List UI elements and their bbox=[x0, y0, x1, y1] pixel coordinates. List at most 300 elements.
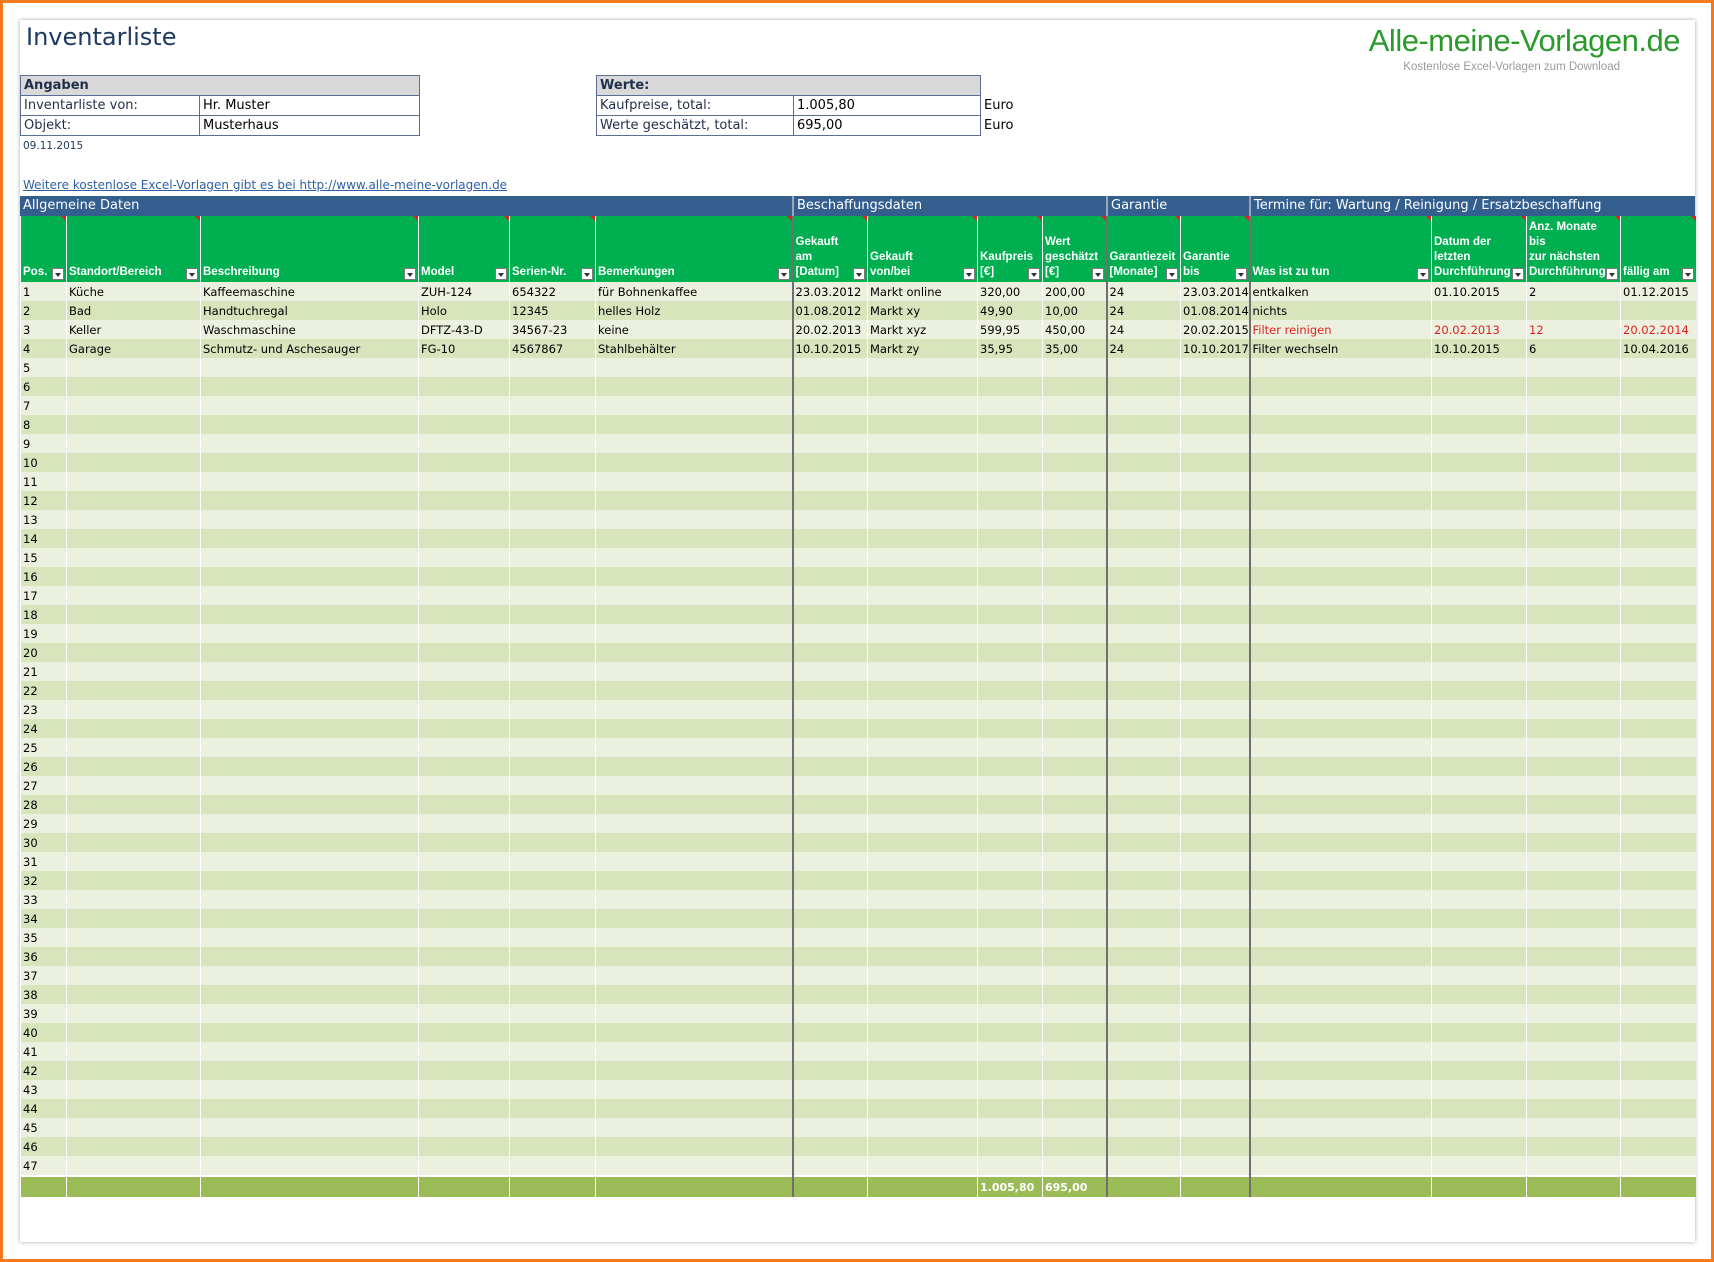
table-cell[interactable] bbox=[868, 491, 978, 510]
table-cell[interactable] bbox=[868, 1004, 978, 1023]
table-cell[interactable] bbox=[978, 529, 1043, 548]
table-cell[interactable] bbox=[1621, 605, 1696, 624]
table-cell[interactable] bbox=[1043, 700, 1107, 719]
row-number-cell[interactable]: 7 bbox=[21, 396, 67, 415]
table-cell[interactable] bbox=[868, 472, 978, 491]
table-cell[interactable] bbox=[1250, 377, 1432, 396]
total-cell[interactable] bbox=[21, 1176, 67, 1197]
table-cell[interactable] bbox=[868, 757, 978, 776]
row-number-cell[interactable]: 38 bbox=[21, 985, 67, 1004]
table-cell[interactable] bbox=[978, 586, 1043, 605]
table-cell[interactable] bbox=[201, 1023, 419, 1042]
table-cell[interactable] bbox=[1527, 1023, 1621, 1042]
table-cell[interactable] bbox=[1621, 434, 1696, 453]
table-cell[interactable] bbox=[1043, 415, 1107, 434]
table-cell[interactable] bbox=[1527, 1061, 1621, 1080]
table-cell[interactable] bbox=[1043, 662, 1107, 681]
table-cell[interactable] bbox=[1432, 643, 1527, 662]
total-cell[interactable] bbox=[868, 1176, 978, 1197]
table-cell[interactable] bbox=[978, 662, 1043, 681]
row-number-cell[interactable]: 22 bbox=[21, 681, 67, 700]
table-cell[interactable] bbox=[201, 1061, 419, 1080]
row-number-cell[interactable]: 27 bbox=[21, 776, 67, 795]
table-cell[interactable] bbox=[1181, 1099, 1250, 1118]
table-cell[interactable] bbox=[1181, 909, 1250, 928]
table-cell[interactable] bbox=[1250, 453, 1432, 472]
table-cell[interactable] bbox=[793, 1118, 868, 1137]
table-cell[interactable] bbox=[510, 567, 596, 586]
table-cell[interactable] bbox=[1432, 567, 1527, 586]
table-cell[interactable] bbox=[793, 586, 868, 605]
table-cell[interactable] bbox=[1250, 1137, 1432, 1156]
table-cell[interactable] bbox=[201, 415, 419, 434]
table-cell[interactable] bbox=[1250, 1004, 1432, 1023]
table-cell[interactable] bbox=[1043, 947, 1107, 966]
table-cell[interactable] bbox=[793, 1080, 868, 1099]
table-cell[interactable] bbox=[1181, 719, 1250, 738]
table-cell[interactable] bbox=[596, 567, 793, 586]
table-cell[interactable] bbox=[596, 985, 793, 1004]
table-cell[interactable] bbox=[1621, 472, 1696, 491]
table-cell[interactable] bbox=[1621, 909, 1696, 928]
table-cell[interactable]: helles Holz bbox=[596, 301, 793, 320]
total-cell[interactable] bbox=[1181, 1176, 1250, 1197]
table-cell[interactable] bbox=[868, 586, 978, 605]
table-cell[interactable] bbox=[67, 909, 201, 928]
table-cell[interactable] bbox=[978, 928, 1043, 947]
table-cell[interactable] bbox=[201, 472, 419, 491]
table-cell[interactable] bbox=[596, 529, 793, 548]
row-number-cell[interactable]: 31 bbox=[21, 852, 67, 871]
table-cell[interactable] bbox=[67, 1137, 201, 1156]
table-cell[interactable] bbox=[1107, 1118, 1181, 1137]
total-cell[interactable] bbox=[510, 1176, 596, 1197]
table-cell[interactable] bbox=[978, 415, 1043, 434]
row-number-cell[interactable]: 6 bbox=[21, 377, 67, 396]
table-cell[interactable] bbox=[419, 472, 510, 491]
table-cell[interactable] bbox=[1181, 814, 1250, 833]
table-cell[interactable] bbox=[1043, 1118, 1107, 1137]
table-cell[interactable] bbox=[1043, 890, 1107, 909]
total-cell[interactable] bbox=[1107, 1176, 1181, 1197]
table-cell[interactable] bbox=[201, 1156, 419, 1176]
table-cell[interactable] bbox=[793, 1099, 868, 1118]
table-cell[interactable] bbox=[201, 814, 419, 833]
table-cell[interactable] bbox=[596, 358, 793, 377]
table-cell[interactable] bbox=[1107, 624, 1181, 643]
table-cell[interactable] bbox=[1621, 700, 1696, 719]
table-cell[interactable] bbox=[596, 605, 793, 624]
table-cell[interactable] bbox=[510, 909, 596, 928]
filter-dropdown-icon[interactable] bbox=[1606, 268, 1618, 280]
table-cell[interactable]: 10.10.2015 bbox=[793, 339, 868, 358]
table-cell[interactable] bbox=[201, 852, 419, 871]
table-cell[interactable]: 23.03.2012 bbox=[793, 282, 868, 301]
table-cell[interactable] bbox=[1250, 738, 1432, 757]
table-cell[interactable] bbox=[201, 1080, 419, 1099]
table-cell[interactable] bbox=[67, 491, 201, 510]
table-cell[interactable] bbox=[67, 548, 201, 567]
table-cell[interactable] bbox=[419, 1004, 510, 1023]
table-cell[interactable] bbox=[1043, 1156, 1107, 1176]
table-cell[interactable]: 10.10.2015 bbox=[1432, 339, 1527, 358]
table-cell[interactable] bbox=[419, 491, 510, 510]
table-cell[interactable] bbox=[510, 833, 596, 852]
row-number-cell[interactable]: 15 bbox=[21, 548, 67, 567]
table-cell[interactable] bbox=[510, 814, 596, 833]
table-cell[interactable] bbox=[1181, 890, 1250, 909]
table-cell[interactable] bbox=[1181, 833, 1250, 852]
table-cell[interactable] bbox=[1107, 757, 1181, 776]
table-cell[interactable] bbox=[201, 890, 419, 909]
table-cell[interactable] bbox=[1621, 1042, 1696, 1061]
table-cell[interactable] bbox=[978, 510, 1043, 529]
table-cell[interactable] bbox=[978, 453, 1043, 472]
table-cell[interactable] bbox=[596, 966, 793, 985]
werte-value[interactable]: 1.005,80 bbox=[794, 96, 981, 116]
table-cell[interactable] bbox=[67, 1023, 201, 1042]
table-cell[interactable]: für Bohnenkaffee bbox=[596, 282, 793, 301]
table-cell[interactable] bbox=[1043, 719, 1107, 738]
table-cell[interactable] bbox=[1250, 871, 1432, 890]
table-cell[interactable] bbox=[793, 795, 868, 814]
table-cell[interactable] bbox=[1621, 852, 1696, 871]
row-number-cell[interactable]: 45 bbox=[21, 1118, 67, 1137]
table-cell[interactable] bbox=[1432, 985, 1527, 1004]
table-cell[interactable] bbox=[1043, 624, 1107, 643]
table-cell[interactable] bbox=[1107, 890, 1181, 909]
table-cell[interactable] bbox=[1107, 472, 1181, 491]
table-cell[interactable]: 24 bbox=[1107, 282, 1181, 301]
table-cell[interactable] bbox=[67, 472, 201, 491]
table-cell[interactable] bbox=[868, 909, 978, 928]
table-cell[interactable] bbox=[596, 1156, 793, 1176]
table-cell[interactable] bbox=[510, 1042, 596, 1061]
row-number-cell[interactable]: 30 bbox=[21, 833, 67, 852]
table-cell[interactable] bbox=[868, 738, 978, 757]
table-cell[interactable] bbox=[868, 985, 978, 1004]
table-cell[interactable] bbox=[1043, 1042, 1107, 1061]
table-cell[interactable] bbox=[1527, 1080, 1621, 1099]
table-cell[interactable] bbox=[1432, 377, 1527, 396]
table-cell[interactable]: Bad bbox=[67, 301, 201, 320]
table-cell[interactable] bbox=[596, 1080, 793, 1099]
table-cell[interactable] bbox=[1527, 548, 1621, 567]
table-cell[interactable] bbox=[201, 491, 419, 510]
table-cell[interactable] bbox=[978, 567, 1043, 586]
table-cell[interactable] bbox=[419, 1137, 510, 1156]
table-cell[interactable] bbox=[793, 947, 868, 966]
table-cell[interactable] bbox=[978, 1137, 1043, 1156]
total-cell[interactable] bbox=[67, 1176, 201, 1197]
vorlagen-link[interactable]: Weitere kostenlose Excel-Vorlagen gibt es bei http://www.alle-meine-vorlagen.de bbox=[23, 178, 508, 192]
table-cell[interactable]: 2 bbox=[21, 301, 67, 320]
table-cell[interactable] bbox=[67, 1042, 201, 1061]
table-cell[interactable] bbox=[1621, 567, 1696, 586]
table-cell[interactable] bbox=[596, 681, 793, 700]
table-cell[interactable] bbox=[510, 681, 596, 700]
table-cell[interactable]: Schmutz- und Aschesauger bbox=[201, 339, 419, 358]
table-cell[interactable] bbox=[1621, 453, 1696, 472]
table-cell[interactable] bbox=[793, 776, 868, 795]
table-cell[interactable] bbox=[1432, 1137, 1527, 1156]
total-cell[interactable] bbox=[1527, 1176, 1621, 1197]
table-cell[interactable] bbox=[1621, 757, 1696, 776]
table-cell[interactable] bbox=[1181, 510, 1250, 529]
table-cell[interactable] bbox=[1107, 548, 1181, 567]
table-cell[interactable] bbox=[596, 928, 793, 947]
table-cell[interactable] bbox=[1621, 1137, 1696, 1156]
filter-dropdown-icon[interactable] bbox=[778, 268, 790, 280]
table-cell[interactable] bbox=[201, 510, 419, 529]
table-cell[interactable] bbox=[419, 396, 510, 415]
table-cell[interactable] bbox=[596, 662, 793, 681]
table-cell[interactable] bbox=[419, 814, 510, 833]
table-cell[interactable] bbox=[868, 415, 978, 434]
table-cell[interactable] bbox=[419, 1023, 510, 1042]
table-cell[interactable] bbox=[1432, 1156, 1527, 1176]
table-cell[interactable] bbox=[67, 966, 201, 985]
table-cell[interactable] bbox=[1043, 1023, 1107, 1042]
table-cell[interactable] bbox=[1432, 415, 1527, 434]
table-cell[interactable] bbox=[1107, 1042, 1181, 1061]
filter-dropdown-icon[interactable] bbox=[1235, 268, 1247, 280]
table-cell[interactable]: Holo bbox=[419, 301, 510, 320]
row-number-cell[interactable]: 35 bbox=[21, 928, 67, 947]
row-number-cell[interactable]: 42 bbox=[21, 1061, 67, 1080]
table-cell[interactable]: 01.08.2014 bbox=[1181, 301, 1250, 320]
table-cell[interactable] bbox=[596, 1137, 793, 1156]
table-cell[interactable] bbox=[1432, 1118, 1527, 1137]
table-cell[interactable] bbox=[978, 1156, 1043, 1176]
table-cell[interactable]: Stahlbehälter bbox=[596, 339, 793, 358]
table-cell[interactable]: 3 bbox=[21, 320, 67, 339]
table-cell[interactable] bbox=[1527, 909, 1621, 928]
table-cell[interactable]: 12345 bbox=[510, 301, 596, 320]
table-cell[interactable] bbox=[793, 1004, 868, 1023]
table-cell[interactable] bbox=[1250, 434, 1432, 453]
table-cell[interactable] bbox=[1250, 1042, 1432, 1061]
table-cell[interactable] bbox=[1107, 738, 1181, 757]
table-cell[interactable] bbox=[510, 1004, 596, 1023]
table-cell[interactable] bbox=[978, 1042, 1043, 1061]
table-cell[interactable] bbox=[1107, 909, 1181, 928]
table-cell[interactable] bbox=[596, 1099, 793, 1118]
table-cell[interactable] bbox=[1250, 890, 1432, 909]
table-cell[interactable] bbox=[978, 985, 1043, 1004]
table-cell[interactable] bbox=[1621, 301, 1696, 320]
table-cell[interactable] bbox=[419, 833, 510, 852]
table-cell[interactable] bbox=[1107, 567, 1181, 586]
table-cell[interactable] bbox=[793, 662, 868, 681]
table-cell[interactable] bbox=[1107, 586, 1181, 605]
table-cell[interactable]: ZUH-124 bbox=[419, 282, 510, 301]
table-cell[interactable] bbox=[793, 1023, 868, 1042]
table-cell[interactable] bbox=[67, 1156, 201, 1176]
table-cell[interactable] bbox=[510, 529, 596, 548]
row-number-cell[interactable]: 12 bbox=[21, 491, 67, 510]
table-cell[interactable] bbox=[1107, 776, 1181, 795]
table-cell[interactable] bbox=[1527, 529, 1621, 548]
table-cell[interactable] bbox=[1107, 1156, 1181, 1176]
table-cell[interactable] bbox=[201, 396, 419, 415]
table-cell[interactable] bbox=[868, 776, 978, 795]
table-cell[interactable] bbox=[1250, 396, 1432, 415]
table-cell[interactable] bbox=[1107, 605, 1181, 624]
table-cell[interactable] bbox=[419, 757, 510, 776]
table-cell[interactable] bbox=[1621, 1156, 1696, 1176]
table-cell[interactable] bbox=[1107, 928, 1181, 947]
table-cell[interactable]: entkalken bbox=[1250, 282, 1432, 301]
table-cell[interactable] bbox=[1250, 586, 1432, 605]
table-cell[interactable] bbox=[868, 529, 978, 548]
row-number-cell[interactable]: 21 bbox=[21, 662, 67, 681]
table-cell[interactable] bbox=[1181, 1156, 1250, 1176]
table-cell[interactable] bbox=[978, 1080, 1043, 1099]
total-cell[interactable] bbox=[1250, 1176, 1432, 1197]
table-cell[interactable] bbox=[868, 377, 978, 396]
table-cell[interactable] bbox=[67, 1061, 201, 1080]
table-cell[interactable] bbox=[1250, 947, 1432, 966]
table-cell[interactable] bbox=[793, 624, 868, 643]
table-cell[interactable] bbox=[1621, 738, 1696, 757]
table-cell[interactable] bbox=[793, 757, 868, 776]
table-cell[interactable] bbox=[596, 1023, 793, 1042]
angaben-value[interactable]: Hr. Muster bbox=[200, 96, 420, 116]
total-wert[interactable]: 695,00 bbox=[1043, 1176, 1107, 1197]
table-cell[interactable] bbox=[1250, 548, 1432, 567]
table-cell[interactable] bbox=[201, 966, 419, 985]
table-cell[interactable] bbox=[510, 415, 596, 434]
table-cell[interactable] bbox=[1107, 643, 1181, 662]
table-cell[interactable] bbox=[1107, 1023, 1181, 1042]
table-cell[interactable]: Waschmaschine bbox=[201, 320, 419, 339]
table-cell[interactable] bbox=[419, 453, 510, 472]
table-cell[interactable] bbox=[419, 1061, 510, 1080]
table-cell[interactable]: Markt online bbox=[868, 282, 978, 301]
table-cell[interactable] bbox=[793, 643, 868, 662]
table-cell[interactable] bbox=[67, 1080, 201, 1099]
table-cell[interactable]: 35,95 bbox=[978, 339, 1043, 358]
table-cell[interactable]: 4567867 bbox=[510, 339, 596, 358]
row-number-cell[interactable]: 10 bbox=[21, 453, 67, 472]
table-cell[interactable]: keine bbox=[596, 320, 793, 339]
table-cell[interactable] bbox=[201, 624, 419, 643]
table-cell[interactable] bbox=[510, 377, 596, 396]
row-number-cell[interactable]: 5 bbox=[21, 358, 67, 377]
table-cell[interactable] bbox=[1043, 681, 1107, 700]
table-cell[interactable] bbox=[1043, 567, 1107, 586]
table-cell[interactable] bbox=[1621, 624, 1696, 643]
table-cell[interactable] bbox=[1527, 415, 1621, 434]
table-cell[interactable] bbox=[1250, 814, 1432, 833]
table-cell[interactable] bbox=[1181, 472, 1250, 491]
table-cell[interactable] bbox=[510, 890, 596, 909]
table-cell[interactable] bbox=[596, 586, 793, 605]
table-cell[interactable] bbox=[419, 358, 510, 377]
table-cell[interactable] bbox=[1181, 1042, 1250, 1061]
table-cell[interactable] bbox=[201, 947, 419, 966]
table-cell[interactable] bbox=[419, 719, 510, 738]
table-cell[interactable] bbox=[978, 643, 1043, 662]
date-cell[interactable]: 09.11.2015 bbox=[23, 140, 84, 152]
table-cell[interactable] bbox=[1043, 871, 1107, 890]
table-cell[interactable] bbox=[1621, 719, 1696, 738]
table-cell[interactable] bbox=[1527, 377, 1621, 396]
table-cell[interactable] bbox=[1527, 738, 1621, 757]
table-cell[interactable] bbox=[67, 776, 201, 795]
table-cell[interactable] bbox=[1181, 605, 1250, 624]
table-cell[interactable]: Filter reinigen bbox=[1250, 320, 1432, 339]
filter-dropdown-icon[interactable] bbox=[1028, 268, 1040, 280]
table-cell[interactable] bbox=[1527, 776, 1621, 795]
table-cell[interactable] bbox=[67, 928, 201, 947]
table-cell[interactable] bbox=[793, 719, 868, 738]
table-cell[interactable] bbox=[1432, 624, 1527, 643]
table-cell[interactable] bbox=[793, 1042, 868, 1061]
table-cell[interactable] bbox=[1107, 985, 1181, 1004]
table-cell[interactable] bbox=[67, 719, 201, 738]
table-cell[interactable] bbox=[978, 491, 1043, 510]
row-number-cell[interactable]: 47 bbox=[21, 1156, 67, 1176]
table-cell[interactable] bbox=[67, 377, 201, 396]
table-cell[interactable]: 20.02.2013 bbox=[1432, 320, 1527, 339]
total-cell[interactable] bbox=[1432, 1176, 1527, 1197]
table-cell[interactable] bbox=[978, 1118, 1043, 1137]
table-cell[interactable] bbox=[419, 890, 510, 909]
table-cell[interactable] bbox=[510, 719, 596, 738]
table-cell[interactable] bbox=[419, 776, 510, 795]
table-cell[interactable] bbox=[1250, 358, 1432, 377]
table-cell[interactable] bbox=[419, 966, 510, 985]
table-cell[interactable] bbox=[1527, 966, 1621, 985]
table-cell[interactable] bbox=[1043, 434, 1107, 453]
table-cell[interactable] bbox=[596, 795, 793, 814]
filter-dropdown-icon[interactable] bbox=[404, 268, 416, 280]
table-cell[interactable] bbox=[868, 947, 978, 966]
table-cell[interactable] bbox=[793, 814, 868, 833]
table-cell[interactable] bbox=[978, 700, 1043, 719]
table-cell[interactable] bbox=[1181, 396, 1250, 415]
table-cell[interactable] bbox=[868, 890, 978, 909]
table-cell[interactable] bbox=[1432, 434, 1527, 453]
table-cell[interactable] bbox=[1107, 871, 1181, 890]
row-number-cell[interactable]: 13 bbox=[21, 510, 67, 529]
table-cell[interactable] bbox=[1527, 396, 1621, 415]
table-cell[interactable] bbox=[201, 795, 419, 814]
table-cell[interactable] bbox=[1432, 890, 1527, 909]
table-cell[interactable] bbox=[419, 700, 510, 719]
table-cell[interactable] bbox=[510, 966, 596, 985]
table-cell[interactable] bbox=[1181, 1137, 1250, 1156]
table-cell[interactable] bbox=[596, 757, 793, 776]
table-cell[interactable]: 23.03.2014 bbox=[1181, 282, 1250, 301]
table-cell[interactable] bbox=[1527, 643, 1621, 662]
table-cell[interactable] bbox=[1043, 510, 1107, 529]
table-cell[interactable] bbox=[1621, 491, 1696, 510]
table-cell[interactable] bbox=[1043, 548, 1107, 567]
table-cell[interactable] bbox=[868, 605, 978, 624]
table-cell[interactable] bbox=[1527, 1042, 1621, 1061]
table-cell[interactable] bbox=[510, 947, 596, 966]
table-cell[interactable] bbox=[419, 738, 510, 757]
table-cell[interactable] bbox=[1432, 700, 1527, 719]
table-cell[interactable] bbox=[596, 472, 793, 491]
table-cell[interactable] bbox=[1181, 1118, 1250, 1137]
table-cell[interactable] bbox=[1043, 795, 1107, 814]
table-cell[interactable] bbox=[1432, 472, 1527, 491]
table-cell[interactable] bbox=[1621, 377, 1696, 396]
